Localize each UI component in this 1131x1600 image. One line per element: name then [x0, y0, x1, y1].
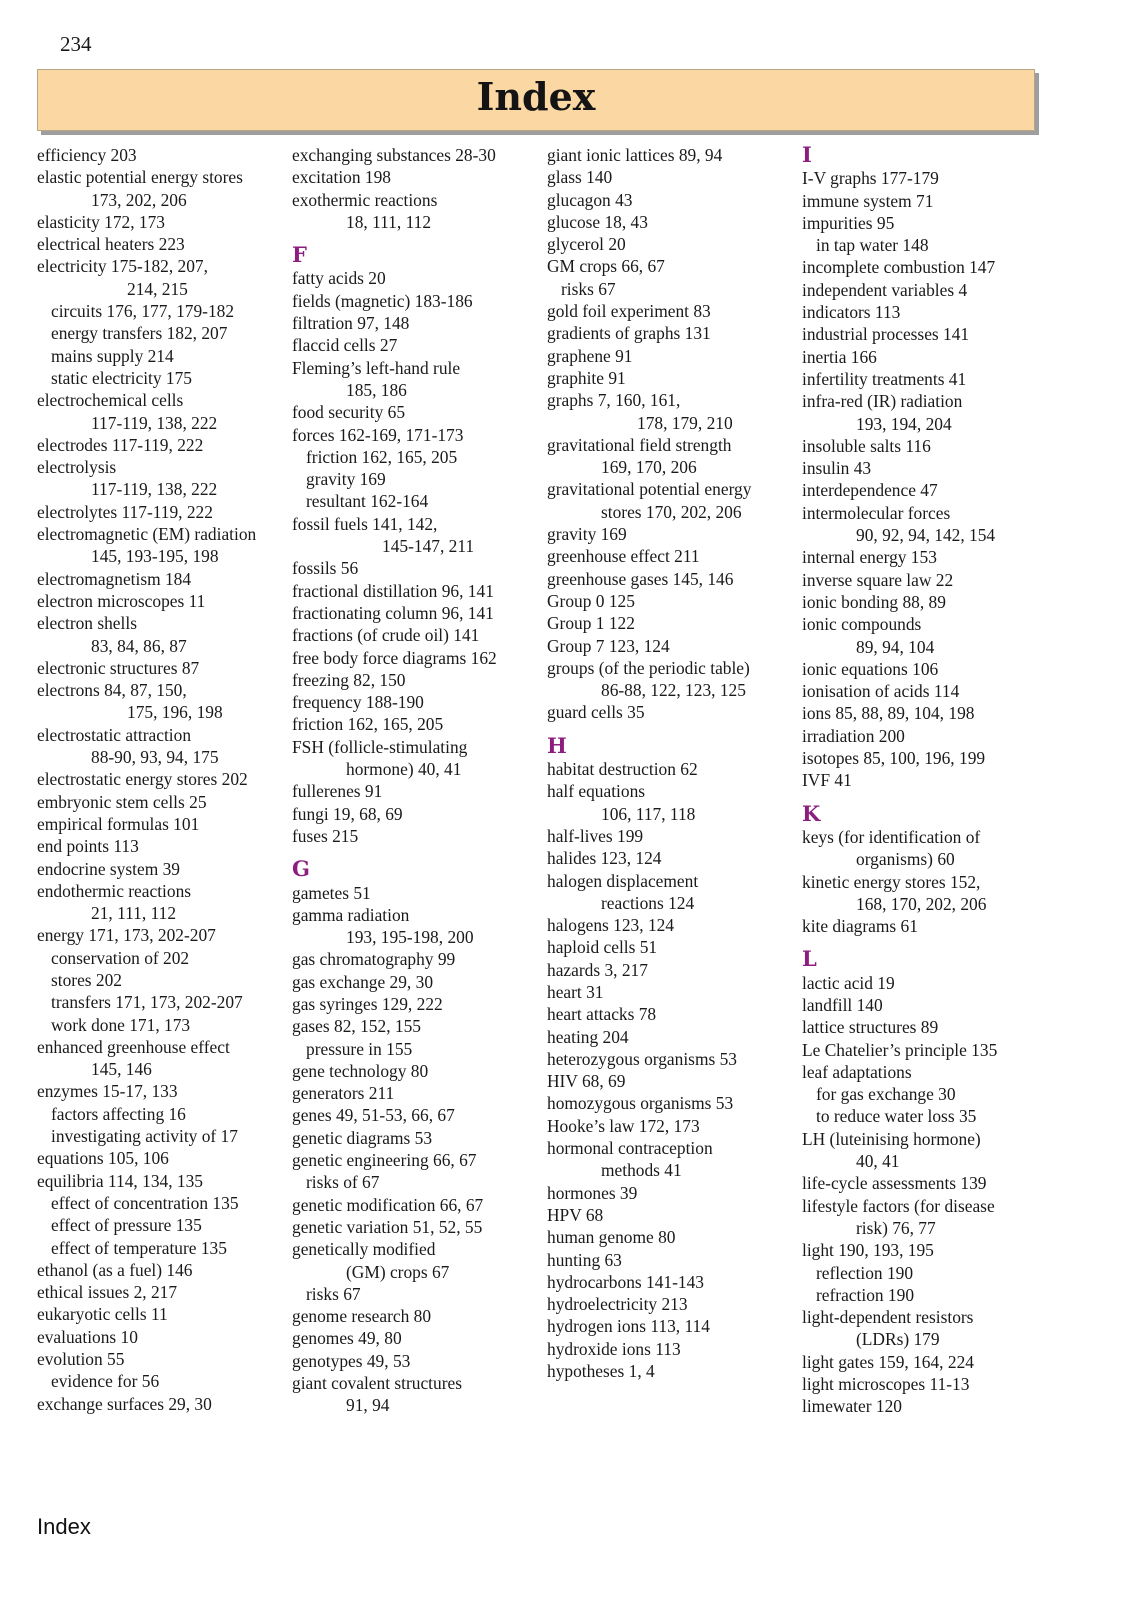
index-entry-continuation: 175, 196, 198 — [127, 702, 223, 723]
index-entry-continuation: (GM) crops 67 — [346, 1261, 450, 1282]
index-entry: forces 162-169, 171-173 — [292, 424, 464, 445]
index-entry: leaf adaptations — [802, 1061, 912, 1082]
index-entry: electron microscopes 11 — [37, 590, 206, 611]
index-entry-continuation: 178, 179, 210 — [637, 412, 733, 433]
index-entry: Group 1 122 — [547, 613, 635, 634]
index-entry: genetic modification 66, 67 — [292, 1194, 484, 1215]
index-entry: independent variables 4 — [802, 279, 968, 300]
index-entry: life-cycle assessments 139 — [802, 1173, 987, 1194]
index-entry-continuation: 18, 111, 112 — [346, 211, 432, 232]
index-entry-continuation: 86-88, 122, 123, 125 — [601, 680, 746, 701]
index-entry-continuation: 193, 194, 204 — [856, 413, 952, 434]
index-entry: halides 123, 124 — [547, 848, 662, 869]
index-subentry: pressure in 155 — [306, 1038, 413, 1059]
index-entry: kite diagrams 61 — [802, 916, 918, 937]
index-entry: ionic compounds — [802, 614, 922, 635]
index-entry: greenhouse gases 145, 146 — [547, 568, 734, 589]
index-entry: hypotheses 1, 4 — [547, 1361, 655, 1382]
index-entry-continuation: organisms) 60 — [856, 849, 955, 870]
index-column-2 — [292, 144, 537, 1417]
index-subentry: effect of temperature 135 — [51, 1237, 227, 1258]
index-entry: endocrine system 39 — [37, 858, 180, 879]
index-subentry: investigating activity of 17 — [51, 1126, 238, 1147]
index-entry: elastic potential energy stores — [37, 167, 243, 188]
index-entry: friction 162, 165, 205 — [292, 714, 444, 735]
index-entry-continuation: 193, 195-198, 200 — [346, 927, 474, 948]
index-entry: equations 105, 106 — [37, 1148, 169, 1169]
index-entry: homozygous organisms 53 — [547, 1093, 734, 1114]
index-entry: ions 85, 88, 89, 104, 198 — [802, 703, 975, 724]
index-entry: half equations — [547, 781, 646, 802]
index-entry: insulin 43 — [802, 458, 872, 479]
index-entry-continuation: 145, 146 — [91, 1059, 152, 1080]
index-entry-continuation: 83, 84, 86, 87 — [91, 635, 187, 656]
index-entry-continuation: 88-90, 93, 94, 175 — [91, 747, 219, 768]
index-entry: glucose 18, 43 — [547, 211, 648, 232]
index-entry: fields (magnetic) 183-186 — [292, 290, 473, 311]
footer-section-label: Index — [37, 1514, 91, 1539]
index-entry: hydroxide ions 113 — [547, 1338, 681, 1359]
index-entry: Hooke’s law 172, 173 — [547, 1115, 700, 1136]
index-entry: fungi 19, 68, 69 — [292, 803, 403, 824]
index-entry: hydrogen ions 113, 114 — [547, 1316, 710, 1337]
index-entry-continuation: 145-147, 211 — [382, 536, 475, 557]
index-entry: evaluations 10 — [37, 1326, 138, 1347]
index-subentry: to reduce water loss 35 — [816, 1106, 977, 1127]
index-entry: ionisation of acids 114 — [802, 681, 960, 702]
index-entry: gravitational potential energy — [547, 479, 752, 500]
index-entry: electrolysis — [37, 457, 117, 478]
index-entry: lattice structures 89 — [802, 1017, 939, 1038]
index-subentry: static electricity 175 — [51, 367, 193, 388]
index-entry: human genome 80 — [547, 1227, 676, 1248]
index-entry: light-dependent resistors — [802, 1307, 974, 1328]
index-subentry: in tap water 148 — [816, 235, 929, 256]
index-entry: Group 7 123, 124 — [547, 635, 670, 656]
index-entry: guard cells 35 — [547, 702, 645, 723]
index-subentry: circuits 176, 177, 179-182 — [51, 301, 235, 322]
index-subentry: risks of 67 — [306, 1172, 380, 1193]
index-entry-continuation: 145, 193-195, 198 — [91, 546, 219, 567]
index-entry: electronic structures 87 — [37, 657, 200, 678]
index-entry: fractional distillation 96, 141 — [292, 580, 494, 601]
index-entry: intermolecular forces — [802, 502, 951, 523]
index-entry: electrodes 117-119, 222 — [37, 434, 204, 455]
index-entry: generators 211 — [292, 1083, 395, 1104]
index-entry: glycerol 20 — [547, 234, 626, 255]
index-entry: insoluble salts 116 — [802, 435, 931, 456]
index-entry: gases 82, 152, 155 — [292, 1016, 421, 1037]
index-entry-continuation: reactions 124 — [601, 892, 695, 913]
index-entry: giant covalent structures — [292, 1373, 462, 1394]
index-entry: gold foil experiment 83 — [547, 301, 711, 322]
index-entry: hydroelectricity 213 — [547, 1294, 688, 1315]
index-entry: inverse square law 22 — [802, 569, 954, 590]
index-entry: fuses 215 — [292, 825, 359, 846]
index-entry: immune system 71 — [802, 190, 934, 211]
index-entry: heart 31 — [547, 981, 604, 1002]
index-entry: electrostatic attraction — [37, 724, 192, 745]
index-entry-continuation: 89, 94, 104 — [856, 636, 935, 657]
index-entry: giant ionic lattices 89, 94 — [547, 145, 723, 165]
index-entry-continuation: 168, 170, 202, 206 — [856, 893, 987, 914]
index-entry: food security 65 — [292, 402, 406, 423]
index-entry: impurities 95 — [802, 212, 895, 233]
index-entry: gas chromatography 99 — [292, 949, 456, 970]
index-entry: indicators 113 — [802, 302, 901, 323]
index-subentry: work done 171, 173 — [51, 1014, 191, 1035]
index-subentry: reflection 190 — [816, 1262, 914, 1283]
index-entry: IVF 41 — [802, 770, 852, 791]
index-entry: efficiency 203 — [37, 145, 137, 165]
index-entry: ethical issues 2, 217 — [37, 1282, 178, 1303]
index-entry: genotypes 49, 53 — [292, 1350, 411, 1371]
index-subentry: gravity 169 — [306, 469, 386, 490]
index-entry: FSH (follicle-stimulating — [292, 736, 468, 757]
index-entry: fossils 56 — [292, 558, 359, 579]
index-subentry: factors affecting 16 — [51, 1103, 186, 1124]
index-entry: interdependence 47 — [802, 480, 938, 501]
index-entry: genome research 80 — [292, 1306, 432, 1327]
index-entry: exothermic reactions — [292, 189, 438, 210]
index-entry: heart attacks 78 — [547, 1004, 657, 1025]
index-entry: electromagnetism 184 — [37, 568, 192, 589]
index-entry: ionic bonding 88, 89 — [802, 591, 946, 612]
index-entry: electricity 175-182, 207, — [37, 256, 208, 277]
index-entry: exchange surfaces 29, 30 — [37, 1393, 212, 1414]
index-entry: ethanol (as a fuel) 146 — [37, 1259, 193, 1280]
index-entry: genes 49, 51-53, 66, 67 — [292, 1105, 455, 1126]
index-entry: keys (for identification of — [802, 826, 981, 847]
index-entry-continuation: 214, 215 — [127, 278, 188, 299]
index-entry-continuation: 90, 92, 94, 142, 154 — [856, 525, 996, 546]
index-entry: electrostatic energy stores 202 — [37, 769, 248, 790]
index-subentry: refraction 190 — [816, 1284, 915, 1305]
index-entry: light gates 159, 164, 224 — [802, 1351, 974, 1372]
index-section-letter: F — [292, 242, 307, 268]
index-subentry: evidence for 56 — [51, 1371, 160, 1392]
page-title: Index — [476, 74, 596, 119]
index-entry: hazards 3, 217 — [547, 959, 648, 980]
index-entry: glass 140 — [547, 167, 613, 188]
index-entry-continuation: 91, 94 — [346, 1395, 390, 1416]
index-entry: greenhouse effect 211 — [547, 546, 700, 567]
index-entry-continuation: risk) 76, 77 — [856, 1217, 936, 1238]
index-entry-continuation: 106, 117, 118 — [601, 803, 696, 824]
index-entry: excitation 198 — [292, 167, 392, 188]
index-entry: hormonal contraception — [547, 1138, 713, 1159]
index-entry: fossil fuels 141, 142, — [292, 513, 438, 534]
index-entry-continuation: methods 41 — [601, 1160, 682, 1181]
index-entry: fractions (of crude oil) 141 — [292, 625, 480, 646]
index-entry-continuation: stores 170, 202, 206 — [601, 501, 742, 522]
index-entry: genomes 49, 80 — [292, 1328, 402, 1349]
index-subentry: stores 202 — [51, 969, 123, 990]
index-entry: genetic variation 51, 52, 55 — [292, 1216, 483, 1237]
index-entry: glucagon 43 — [547, 189, 633, 210]
index-entry: electrical heaters 223 — [37, 234, 185, 255]
index-entry: gravity 169 — [547, 524, 627, 545]
index-entry: gametes 51 — [292, 882, 371, 903]
index-entry: habitat destruction 62 — [547, 759, 698, 780]
index-entry-continuation: 117-119, 138, 222 — [91, 479, 218, 500]
index-entry-continuation: (LDRs) 179 — [856, 1329, 940, 1350]
index-entry: electrochemical cells — [37, 390, 184, 411]
index-subentry: for gas exchange 30 — [816, 1084, 956, 1105]
index-entry: limewater 120 — [802, 1396, 902, 1417]
index-entry: eukaryotic cells 11 — [37, 1304, 168, 1325]
index-subentry: resultant 162-164 — [306, 491, 429, 512]
index-entry-continuation: hormone) 40, 41 — [346, 759, 462, 780]
page-number: 234 — [60, 32, 92, 56]
index-entry-continuation: 185, 186 — [346, 379, 407, 400]
index-entry: electron shells — [37, 613, 137, 634]
index-entry: flaccid cells 27 — [292, 335, 398, 356]
index-entry: graphene 91 — [547, 345, 633, 366]
index-entry: lifestyle factors (for disease — [802, 1195, 995, 1216]
index-section-letter: L — [802, 946, 817, 972]
index-entry: empirical formulas 101 — [37, 813, 200, 834]
index-entry: fractionating column 96, 141 — [292, 602, 494, 623]
index-entry: GM crops 66, 67 — [547, 256, 665, 277]
index-entry: HPV 68 — [547, 1204, 604, 1225]
index-subentry: risks 67 — [306, 1283, 361, 1304]
index-entry: fullerenes 91 — [292, 781, 383, 802]
index-entry: Fleming’s left-hand rule — [292, 357, 461, 378]
index-entry: gas syringes 129, 222 — [292, 993, 443, 1014]
index-entry: incomplete combustion 147 — [802, 257, 996, 278]
index-entry: halogen displacement — [547, 870, 699, 891]
index-entry: electromagnetic (EM) radiation — [37, 524, 257, 545]
index-entry: genetic diagrams 53 — [292, 1127, 433, 1148]
index-entry: HIV 68, 69 — [547, 1071, 626, 1092]
index-entry: embryonic stem cells 25 — [37, 791, 207, 812]
index-subentry: effect of pressure 135 — [51, 1215, 202, 1236]
index-entry: lactic acid 19 — [802, 972, 895, 993]
index-entry: graphs 7, 160, 161, — [547, 390, 681, 411]
index-entry: evolution 55 — [37, 1349, 125, 1370]
index-entry-continuation: 173, 202, 206 — [91, 189, 187, 210]
index-entry: I-V graphs 177-179 — [802, 168, 939, 189]
index-entry: heterozygous organisms 53 — [547, 1048, 737, 1069]
index-entry: infra-red (IR) radiation — [802, 391, 963, 412]
index-entry: irradiation 200 — [802, 725, 905, 746]
index-header-band — [37, 69, 1035, 131]
index-entry: ionic equations 106 — [802, 658, 939, 679]
index-entry: heating 204 — [547, 1026, 629, 1047]
index-subentry: transfers 171, 173, 202-207 — [51, 992, 243, 1013]
index-entry: landfill 140 — [802, 994, 883, 1015]
index-entry: hormones 39 — [547, 1182, 638, 1203]
index-subentry: risks 67 — [561, 278, 616, 299]
index-entry: enhanced greenhouse effect — [37, 1036, 230, 1057]
index-entry-continuation: 117-119, 138, 222 — [91, 412, 218, 433]
index-entry: end points 113 — [37, 836, 139, 857]
index-entry: gamma radiation — [292, 904, 410, 925]
index-entry: exchanging substances 28-30 — [292, 145, 496, 165]
index-entry-continuation: 21, 111, 112 — [91, 903, 177, 924]
index-section-letter: G — [292, 856, 310, 882]
index-entry: kinetic energy stores 152, — [802, 871, 981, 892]
index-section-letter: H — [547, 732, 567, 758]
index-entry: light 190, 193, 195 — [802, 1240, 934, 1261]
index-entry: inertia 166 — [802, 346, 877, 367]
index-entry: internal energy 153 — [802, 547, 937, 568]
index-entry: frequency 188-190 — [292, 692, 424, 713]
index-entry: groups (of the periodic table) — [547, 657, 750, 678]
index-column-1 — [37, 144, 282, 1415]
index-entry: genetic engineering 66, 67 — [292, 1150, 477, 1171]
index-entry: equilibria 114, 134, 135 — [37, 1170, 203, 1191]
index-entry: hydrocarbons 141-143 — [547, 1271, 704, 1292]
index-entry: isotopes 85, 100, 196, 199 — [802, 748, 986, 769]
index-entry: enzymes 15-17, 133 — [37, 1081, 178, 1102]
index-entry: filtration 97, 148 — [292, 313, 410, 334]
index-entry: gas exchange 29, 30 — [292, 971, 434, 992]
index-entry: light microscopes 11-13 — [802, 1374, 970, 1395]
index-subentry: friction 162, 165, 205 — [306, 446, 458, 467]
index-subentry: mains supply 214 — [51, 345, 174, 366]
index-subentry: conservation of 202 — [51, 947, 190, 968]
index-column-4 — [802, 144, 1047, 1418]
index-subentry: energy transfers 182, 207 — [51, 323, 228, 344]
index-subentry: effect of concentration 135 — [51, 1192, 239, 1213]
index-entry: energy 171, 173, 202-207 — [37, 925, 216, 946]
index-column-3 — [547, 144, 792, 1382]
index-entry: hunting 63 — [547, 1249, 622, 1270]
index-entry: halogens 123, 124 — [547, 915, 675, 936]
index-entry: gene technology 80 — [292, 1060, 429, 1081]
index-entry: elasticity 172, 173 — [37, 211, 165, 232]
index-entry: Le Chatelier’s principle 135 — [802, 1039, 998, 1060]
index-entry: infertility treatments 41 — [802, 368, 967, 389]
index-entry: freezing 82, 150 — [292, 669, 406, 690]
index-section-letter: I — [802, 142, 812, 167]
index-entry: free body force diagrams 162 — [292, 647, 497, 668]
index-entry: haploid cells 51 — [547, 937, 658, 958]
index-entry: electrons 84, 87, 150, — [37, 680, 187, 701]
index-entry: electrolytes 117-119, 222 — [37, 501, 213, 522]
index-entry: endothermic reactions — [37, 880, 192, 901]
index-entry: Group 0 125 — [547, 590, 635, 611]
index-entry: LH (luteinising hormone) — [802, 1128, 981, 1149]
index-entry-continuation: 40, 41 — [856, 1151, 900, 1172]
index-entry: industrial processes 141 — [802, 324, 970, 345]
index-section-letter: K — [802, 800, 821, 826]
index-entry: half-lives 199 — [547, 825, 644, 846]
index-entry: fatty acids 20 — [292, 268, 386, 289]
index-entry: gradients of graphs 131 — [547, 323, 711, 344]
index-entry: graphite 91 — [547, 367, 626, 388]
index-entry-continuation: 169, 170, 206 — [601, 457, 697, 478]
index-entry: gravitational field strength — [547, 434, 732, 455]
index-entry: genetically modified — [292, 1239, 436, 1260]
